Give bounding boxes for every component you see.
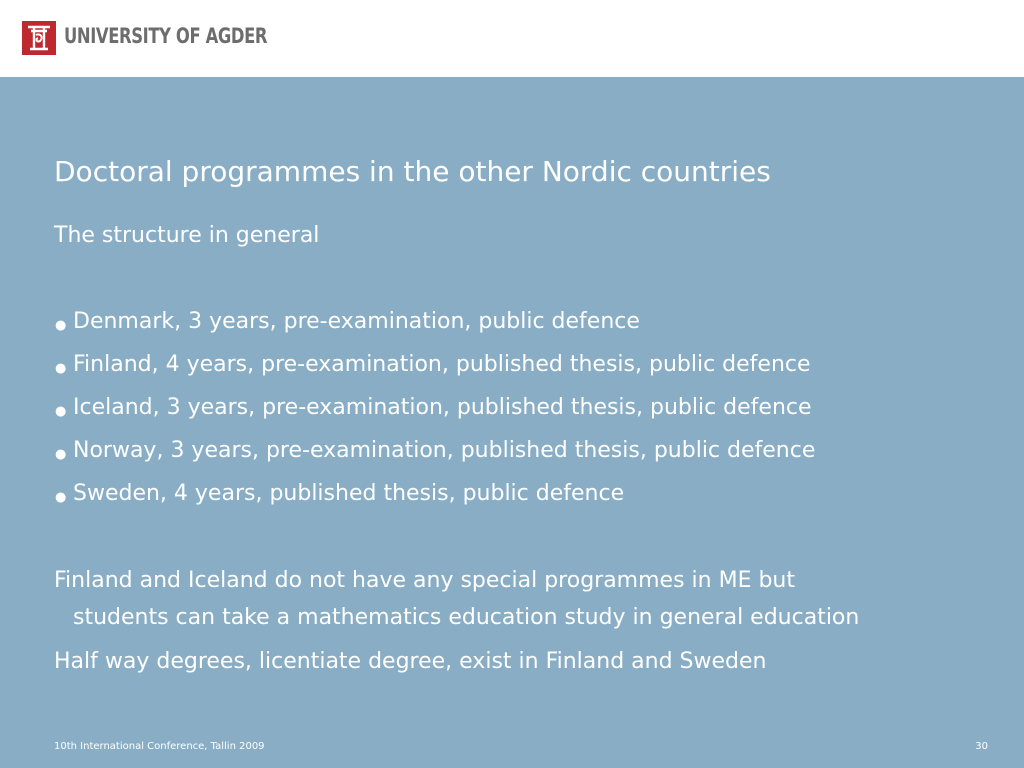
university-name: UNIVERSITY OF AGDER — [64, 24, 268, 48]
page-number: 30 — [975, 741, 988, 752]
slide-content — [0, 77, 1024, 768]
university-logo-icon — [22, 21, 56, 55]
list-item: ● Iceland, 3 years, pre-examination, published thesis, public defence — [55, 395, 812, 420]
degree-paragraph: Half way degrees, licentiate degree, exist in Finland and Sweden — [54, 649, 767, 674]
note-line-2: students can take a mathematics education study in general education — [73, 605, 860, 630]
note-paragraph — [54, 562, 859, 636]
bullet-icon: ● — [55, 490, 67, 505]
slide-subtitle: The structure in general — [54, 223, 320, 248]
footer-conference: 10th International Conference, Tallin 2009 — [54, 741, 265, 752]
slide-title: Doctoral programmes in the other Nordic countries — [54, 155, 771, 188]
list-item: ● Finland, 4 years, pre-examination, published thesis, public defence — [55, 352, 811, 377]
bullet-icon: ● — [55, 318, 67, 333]
country-list — [54, 309, 815, 524]
list-item: ● Denmark, 3 years, pre-examination, public defence — [55, 309, 640, 334]
bullet-icon: ● — [55, 361, 67, 376]
bullet-icon: ● — [55, 447, 67, 462]
header — [0, 0, 1024, 77]
note-line-1: Finland and Iceland do not have any special programmes in ME but — [54, 568, 795, 593]
list-item: ● Sweden, 4 years, published thesis, public defence — [55, 481, 625, 506]
bullet-icon: ● — [55, 404, 67, 419]
list-item: ● Norway, 3 years, pre-examination, published thesis, public defence — [55, 438, 816, 463]
